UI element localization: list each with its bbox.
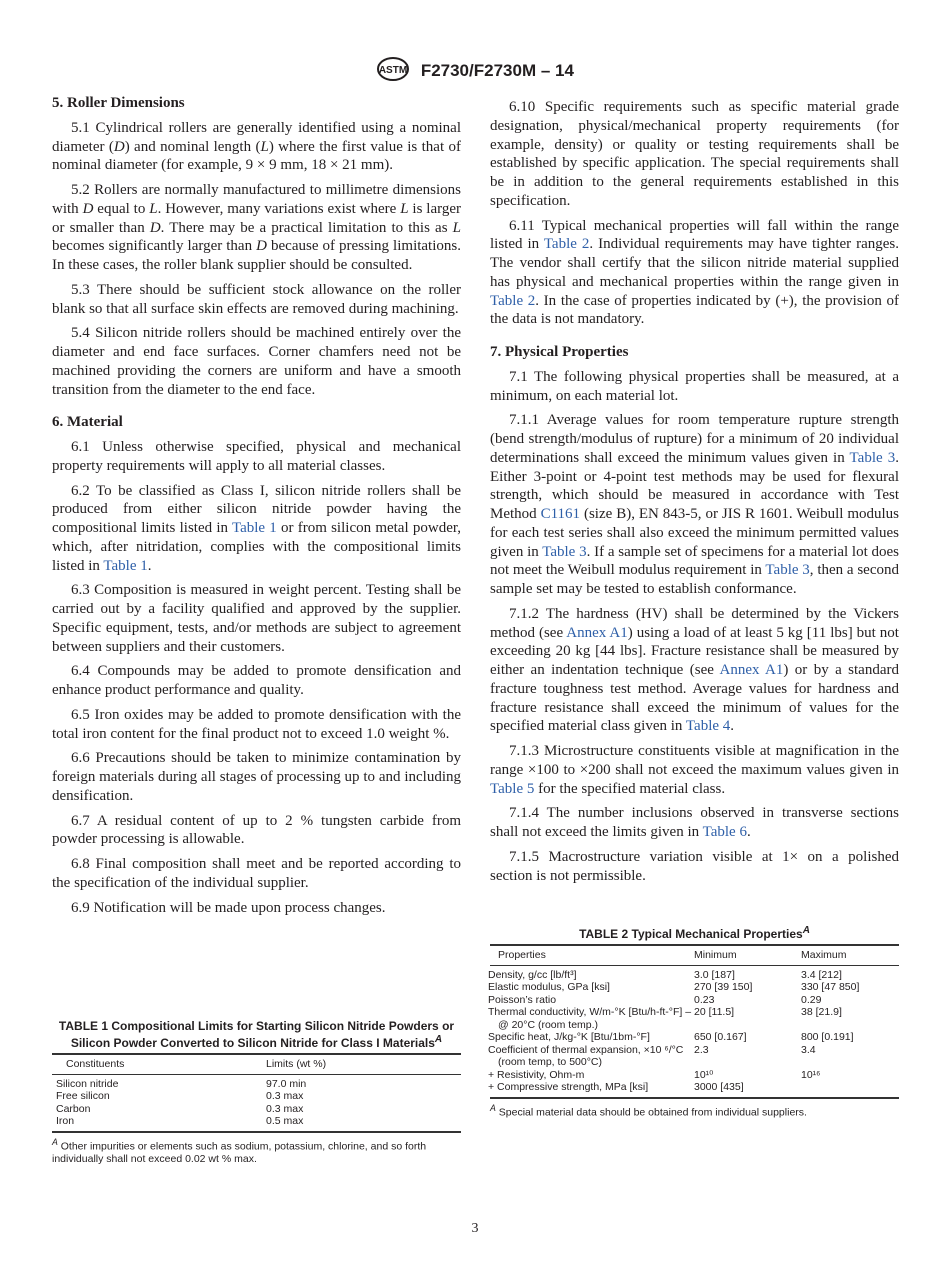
table-row — [490, 1081, 899, 1098]
text-run: 6. Material — [52, 414, 123, 431]
text-run: is larger or smaller than — [52, 200, 462, 236]
variable: D — [82, 200, 94, 217]
text-run: 6.3 Composition is measured in weight percent. Testing shall be carried out by a facility qualified and approved by the supplier. Specific equipment, tests, and/or methods are subject to agreement between suppliers and their customers. — [52, 582, 461, 655]
table-2-grid — [490, 944, 899, 1099]
table-row — [52, 1090, 461, 1103]
text-run: or from silicon metal powder, which, after nitridation, complies with the compositional limits listed in — [52, 520, 461, 574]
table-row — [490, 981, 899, 994]
text-run: 6.8 Final composition shall meet and be reported according to the specification of the individual supplier. — [52, 856, 461, 891]
text-run: 6.9 Notification will be made upon process changes. — [71, 899, 386, 916]
table-cell: 3.0 [187] — [694, 968, 735, 981]
cross-reference-link[interactable]: Table 6 — [702, 824, 747, 840]
text-run: 6.11 Typical mechanical properties will fall within the range listed in — [490, 217, 899, 253]
text-run: 6.7 A residual content of up to 2 % tungsten carbide from powder processing is allowable. — [52, 812, 461, 848]
section-heading — [52, 413, 461, 432]
variable: L — [260, 138, 269, 155]
table-cell: Thermal conductivity, W/m-°K [Btu/h-ft-°F] – @ 20°C (room temp.) — [488, 1006, 692, 1031]
table-row — [52, 1115, 461, 1132]
paragraph — [52, 706, 461, 744]
paragraph — [52, 438, 461, 476]
text-run: 7. Physical Properties — [490, 344, 629, 360]
page-number: 3 — [471, 1221, 479, 1236]
table-cell: 650 [0.167] — [694, 1031, 747, 1043]
table-cell: Silicon nitride — [56, 1077, 119, 1090]
variable: L — [452, 219, 461, 236]
variable: L — [149, 200, 158, 217]
table-row — [490, 1031, 899, 1044]
table-row — [490, 1006, 899, 1031]
text-run: 7.1.4 The number inclusions observed in transverse sections shall not exceed the limits given in — [490, 805, 899, 840]
text-run: 6.6 Precautions should be taken to minimize contamination by foreign materials during all stages of processing up to and including densification. — [52, 750, 461, 804]
text-run: 7.1.2 The hardness (HV) shall be determined by the Vickers method (see — [490, 605, 899, 641]
table-cell: 2.3 — [694, 1043, 709, 1056]
paragraph — [52, 749, 461, 805]
table-2-footnote — [490, 1102, 899, 1119]
footnote-mark: A — [490, 1102, 496, 1113]
table-cell: 20 [11.5] — [694, 1006, 735, 1018]
paragraph — [490, 368, 899, 406]
text-run: . Individual requirements may have tighter ranges. The vendor shall certify that the silicon nitride material supplied has physical and mechanical properties within the range given in — [490, 236, 899, 290]
text-run: 7.1.1 Average values for room temperature rupture strength (bend strength/modulus of rupture) for a minimum of 20 individual determinations shall exceed the minimum values given in — [490, 412, 899, 466]
table-cell — [801, 1081, 899, 1098]
table-cell: 0.23 — [694, 993, 715, 1006]
page-header — [0, 56, 950, 87]
text-run: 5. Roller Dimensions — [52, 95, 185, 111]
table-row — [490, 965, 899, 981]
table-cell: 270 [39 150] — [694, 981, 753, 993]
designation: F2730/F2730M – 14 — [420, 60, 574, 80]
table-cell: Density, g/cc [lb/ft³] — [488, 968, 577, 981]
cross-reference-link[interactable]: C1161 — [540, 506, 581, 522]
text-run: 6.4 Compounds may be added to promote densification and enhance product performance and quality. — [52, 663, 461, 698]
text-run: . However, many variations exist where — [157, 200, 401, 217]
table-cell: Specific heat, J/kg-°K [Btu/1bm-°F] — [488, 1031, 650, 1043]
right-column — [490, 92, 899, 885]
text-run: 5.4 Silicon nitride rollers should be machined entirely over the diameter and end face surfaces. Corner chamfers need not be machined providing the corners are uniform and have a smooth transition from the diameter to the end face. — [52, 325, 461, 398]
table-cell: Coefficient of thermal expansion, ×10 ⁶/°C (room temp, to 500°C) — [488, 1043, 684, 1068]
text-run: 7.1 The following physical properties shall be measured, at a minimum, on each material lot. — [490, 368, 899, 404]
paragraph — [490, 605, 899, 736]
column-header: Minimum — [694, 945, 801, 965]
table-cell: 0.5 max — [266, 1115, 304, 1127]
table-1 — [52, 1019, 461, 1165]
paragraph — [52, 181, 461, 275]
table-cell: Poisson’s ratio — [488, 993, 557, 1006]
text-run: . Either 3-point or 4-point test methods may be used for flexural strength, which should be measured in accordance with Test Method — [490, 449, 899, 522]
paragraph — [52, 855, 461, 893]
table-cell: 3.4 [212] — [801, 968, 842, 981]
cross-reference-link[interactable]: Table 3 — [542, 543, 587, 560]
table-row — [52, 1103, 461, 1116]
table-cell: Free silicon — [56, 1090, 110, 1102]
table-1-caption — [52, 1019, 461, 1050]
cross-reference-link[interactable]: Table 2 — [543, 236, 590, 253]
section-heading — [490, 343, 899, 362]
caption-text: TABLE 2 Typical Mechanical Properties — [579, 927, 803, 941]
text-run: . — [746, 824, 751, 840]
column-header: Constituents — [52, 1054, 266, 1074]
table-cell: 0.3 max — [266, 1090, 304, 1102]
table-cell: Elastic modulus, GPa [ksi] — [488, 981, 610, 993]
footnote-mark: A — [434, 1034, 443, 1045]
table-cell: 0.3 max — [266, 1102, 304, 1115]
text-run: 7.1.3 Microstructure constituents visible at magnification in the range ×100 to ×200 shall not exceed the maximum values given in — [490, 743, 899, 778]
text-run: 6.1 Unless otherwise specified, physical and mechanical property requirements will apply to all material classes. — [52, 439, 461, 474]
table-cell: 330 [47 850] — [801, 981, 860, 993]
footnote-text: Other impurities or elements such as sodium, potassium, chlorine, and so forth individually shall not exceed 0.02 wt % max. — [52, 1140, 427, 1165]
paragraph — [52, 119, 461, 175]
cross-reference-link[interactable]: Table 3 — [849, 449, 896, 466]
section-heading — [52, 94, 461, 113]
text-run: . If a sample set of specimens for a material lot does not meet the Weibull modulus requirement in — [490, 543, 899, 579]
paragraph — [52, 581, 461, 656]
footnote-text: Special material data should be obtained from individual suppliers. — [495, 1106, 807, 1118]
table-cell: 38 [21.9] — [801, 1006, 842, 1018]
column-header: Limits (wt %) — [266, 1054, 461, 1074]
text-run: ) and nominal length ( — [124, 138, 261, 155]
paragraph — [490, 848, 899, 886]
paragraph — [52, 812, 461, 850]
table-cell: 10¹⁰ — [694, 1068, 714, 1081]
text-run: ) using a load of at least 5 kg [11 lbs] but not exceeding 20 kg [44 lbs]. Fracture resistance shall be measured by either an indentation technique (see — [490, 624, 899, 678]
cross-reference-link[interactable]: Annex A1 — [719, 662, 784, 678]
table-2-caption — [490, 924, 899, 941]
table-row — [52, 1074, 461, 1090]
text-run: 5.3 There should be sufficient stock allowance on the roller blank so that all surface skin effects are removed during machining. — [52, 281, 461, 317]
paragraph — [52, 482, 461, 576]
paragraph — [52, 324, 461, 399]
table-cell: + Compressive strength, MPa [ksi] — [488, 1081, 649, 1093]
table-cell: 800 [0.191] — [801, 1031, 854, 1043]
cross-reference-link[interactable]: Table 4 — [685, 718, 731, 735]
table-cell: 3.4 — [801, 1043, 816, 1056]
table-cell: + Resistivity, Ohm-m — [488, 1068, 585, 1081]
table-cell: 10¹⁶ — [801, 1068, 821, 1081]
cross-reference-link[interactable]: Table 5 — [490, 780, 535, 797]
table-row — [490, 994, 899, 1007]
text-run: 6.10 Specific requirements such as specific material grade designation, physical/mechanical property requirements (for example, density) or quality or testing requirements shall be established by specific application. The special requirements shall be in addition to the general requirements established in this specification. — [490, 99, 899, 209]
text-run: 5.2 Rollers are normally manufactured to millimetre dimensions with — [52, 182, 461, 217]
text-run: (size B), EN 843-5, or JIS R 1601. Weibull modulus for each test series shall also exceed the minimum permitted values given in — [490, 506, 899, 560]
paragraph — [52, 281, 461, 319]
cross-reference-link[interactable]: Table 3 — [765, 562, 810, 579]
variable: D — [113, 138, 125, 155]
paragraph — [490, 742, 899, 798]
caption-text: TABLE 1 Compositional Limits for Starting Silicon Nitride Powders or Silicon Powder Converted to Silicon Nitride for Class I Materials — [58, 1019, 455, 1050]
text-run: . — [147, 557, 152, 574]
cross-reference-link[interactable]: Table 1 — [231, 520, 277, 536]
text-run: ) or by a standard fracture toughness test method. Average values for hardness and fracture resistance shall exceed the minimum of values for the specified material class given in — [490, 662, 899, 735]
footnote-mark: A — [802, 925, 810, 936]
paragraph — [52, 662, 461, 700]
table-cell: 3000 [435] — [694, 1081, 744, 1093]
column-header: Properties — [490, 945, 694, 965]
table-cell: Iron — [56, 1115, 75, 1127]
text-run: 7.1.5 Macrostructure variation visible at 1× on a polished section is not permissible. — [490, 848, 899, 884]
column-header: Maximum — [801, 945, 899, 965]
text-run: . — [730, 718, 735, 735]
variable: D — [256, 238, 267, 255]
table-1-grid — [52, 1053, 461, 1133]
paragraph — [490, 98, 899, 211]
table-cell: 97.0 min — [266, 1077, 307, 1090]
text-run: . There may be a practical limitation to this as — [160, 219, 453, 236]
text-run: , then a second sample set may be tested to establish conformance. — [490, 562, 899, 597]
paragraph — [490, 804, 899, 842]
text-run: equal to — [93, 200, 150, 217]
text-run: for the specified material class. — [534, 780, 726, 797]
table-row — [490, 1069, 899, 1082]
table-row — [490, 1044, 899, 1069]
cross-reference-link[interactable]: Table 2 — [490, 292, 536, 309]
text-run: 6.2 To be classified as Class I, silicon nitride rollers shall be produced from either silicon nitride powder having the compositional limits listed in — [52, 482, 461, 536]
cross-reference-link[interactable]: Table 1 — [103, 557, 148, 574]
text-run: . In the case of properties indicated by (+), the provision of the data is not mandatory. — [490, 292, 899, 328]
table-2 — [490, 924, 899, 1119]
paragraph — [52, 899, 461, 918]
table-cell: 0.29 — [801, 993, 822, 1006]
table-cell: Carbon — [56, 1102, 91, 1115]
text-run: because of pressing limitations. In these cases, the roller blank supplier should be consulted. — [52, 238, 461, 273]
variable: D — [149, 219, 161, 236]
text-run: 6.5 Iron oxides may be added to promote densification with the total iron content for the final product not to exceed 1.0 weight %. — [52, 706, 461, 742]
text-run: 5.1 Cylindrical rollers are generally identified using a nominal diameter ( — [52, 119, 461, 155]
text-run: ) where the first value is that of nominal diameter (for example, 9 × 9 mm, 18 × 21 mm). — [52, 138, 461, 174]
paragraph — [490, 411, 899, 599]
table-1-footnote — [52, 1136, 461, 1166]
left-column — [52, 92, 461, 917]
footnote-mark: A — [52, 1136, 58, 1147]
svg-text:ASTM: ASTM — [378, 65, 408, 76]
text-run: becomes significantly larger than — [52, 238, 257, 255]
astm-logo-icon — [376, 56, 410, 87]
variable: L — [400, 200, 409, 217]
cross-reference-link[interactable]: Annex A1 — [566, 624, 628, 641]
paragraph — [490, 217, 899, 330]
